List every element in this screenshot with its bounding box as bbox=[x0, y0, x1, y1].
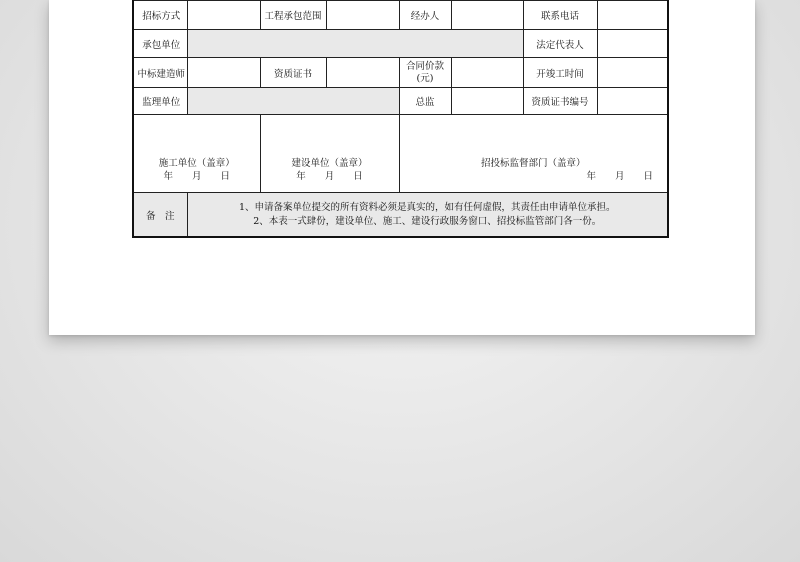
field-contractor[interactable] bbox=[187, 30, 523, 58]
signature-contractor[interactable] bbox=[133, 115, 260, 193]
signature-bidding-dept-date: 年 月 日 bbox=[586, 171, 653, 182]
label-constructor: 中标建造师 bbox=[133, 58, 187, 88]
label-supervisor-unit: 监理单位 bbox=[133, 88, 187, 115]
field-bidding-method[interactable] bbox=[187, 1, 260, 30]
label-contractor: 承包单位 bbox=[133, 30, 187, 58]
label-handler: 经办人 bbox=[399, 1, 451, 30]
signature-contractor-title: 施工单位（盖章） bbox=[158, 158, 235, 169]
form-row-signatures bbox=[133, 115, 668, 193]
field-project-scope[interactable] bbox=[326, 1, 399, 30]
signature-builder-date: 年 月 日 bbox=[296, 171, 363, 182]
label-phone: 联系电话 bbox=[523, 1, 597, 30]
field-constructor[interactable] bbox=[187, 58, 260, 88]
remarks-line-1: 1、申请备案单位提交的所有资料必须是真实的，如有任何虚假，其责任由申请单位承担。 bbox=[238, 201, 616, 213]
field-handler[interactable] bbox=[451, 1, 523, 30]
field-cert-number[interactable] bbox=[597, 88, 668, 115]
signature-builder-title: 建设单位（盖章） bbox=[291, 158, 368, 169]
field-start-end-time[interactable] bbox=[597, 58, 668, 88]
field-phone[interactable] bbox=[597, 1, 668, 30]
field-legal-rep[interactable] bbox=[597, 30, 668, 58]
form-row-supervisor bbox=[133, 88, 668, 115]
field-chief-supervisor[interactable] bbox=[451, 88, 523, 115]
label-remarks: 备 注 bbox=[133, 193, 187, 238]
form-row-contractor bbox=[133, 30, 668, 58]
label-start-end-time: 开竣工时间 bbox=[523, 58, 597, 88]
signature-bidding-dept[interactable] bbox=[399, 115, 668, 193]
signature-builder[interactable] bbox=[260, 115, 399, 193]
label-bidding-method: 招标方式 bbox=[133, 1, 187, 30]
label-project-scope: 工程承包范围 bbox=[260, 1, 326, 30]
field-qualification-cert[interactable] bbox=[326, 58, 399, 88]
signature-bidding-dept-title: 招投标监督部门（盖章） bbox=[480, 158, 586, 169]
remarks-content bbox=[187, 193, 668, 238]
form-row-bidding bbox=[133, 1, 668, 30]
remarks-line-2: 2、本表一式肆份，建设单位、施工、建设行政服务窗口、招投标监管部门各一份。 bbox=[253, 215, 602, 227]
label-legal-rep: 法定代表人 bbox=[523, 30, 597, 58]
field-contract-price[interactable] bbox=[451, 58, 523, 88]
document-page bbox=[49, 0, 755, 335]
registration-form-table bbox=[132, 0, 669, 238]
label-chief-supervisor: 总监 bbox=[399, 88, 451, 115]
contract-price-label-line2: (元) bbox=[416, 72, 434, 84]
form-row-constructor bbox=[133, 58, 668, 88]
contract-price-label-line1: 合同价款 bbox=[405, 60, 444, 72]
label-cert-number: 资质证书编号 bbox=[523, 88, 597, 115]
field-supervisor-unit[interactable] bbox=[187, 88, 399, 115]
label-qualification-cert: 资质证书 bbox=[260, 58, 326, 88]
label-contract-price bbox=[399, 58, 451, 88]
form-row-remarks bbox=[133, 193, 668, 238]
signature-contractor-date: 年 月 日 bbox=[163, 171, 230, 182]
